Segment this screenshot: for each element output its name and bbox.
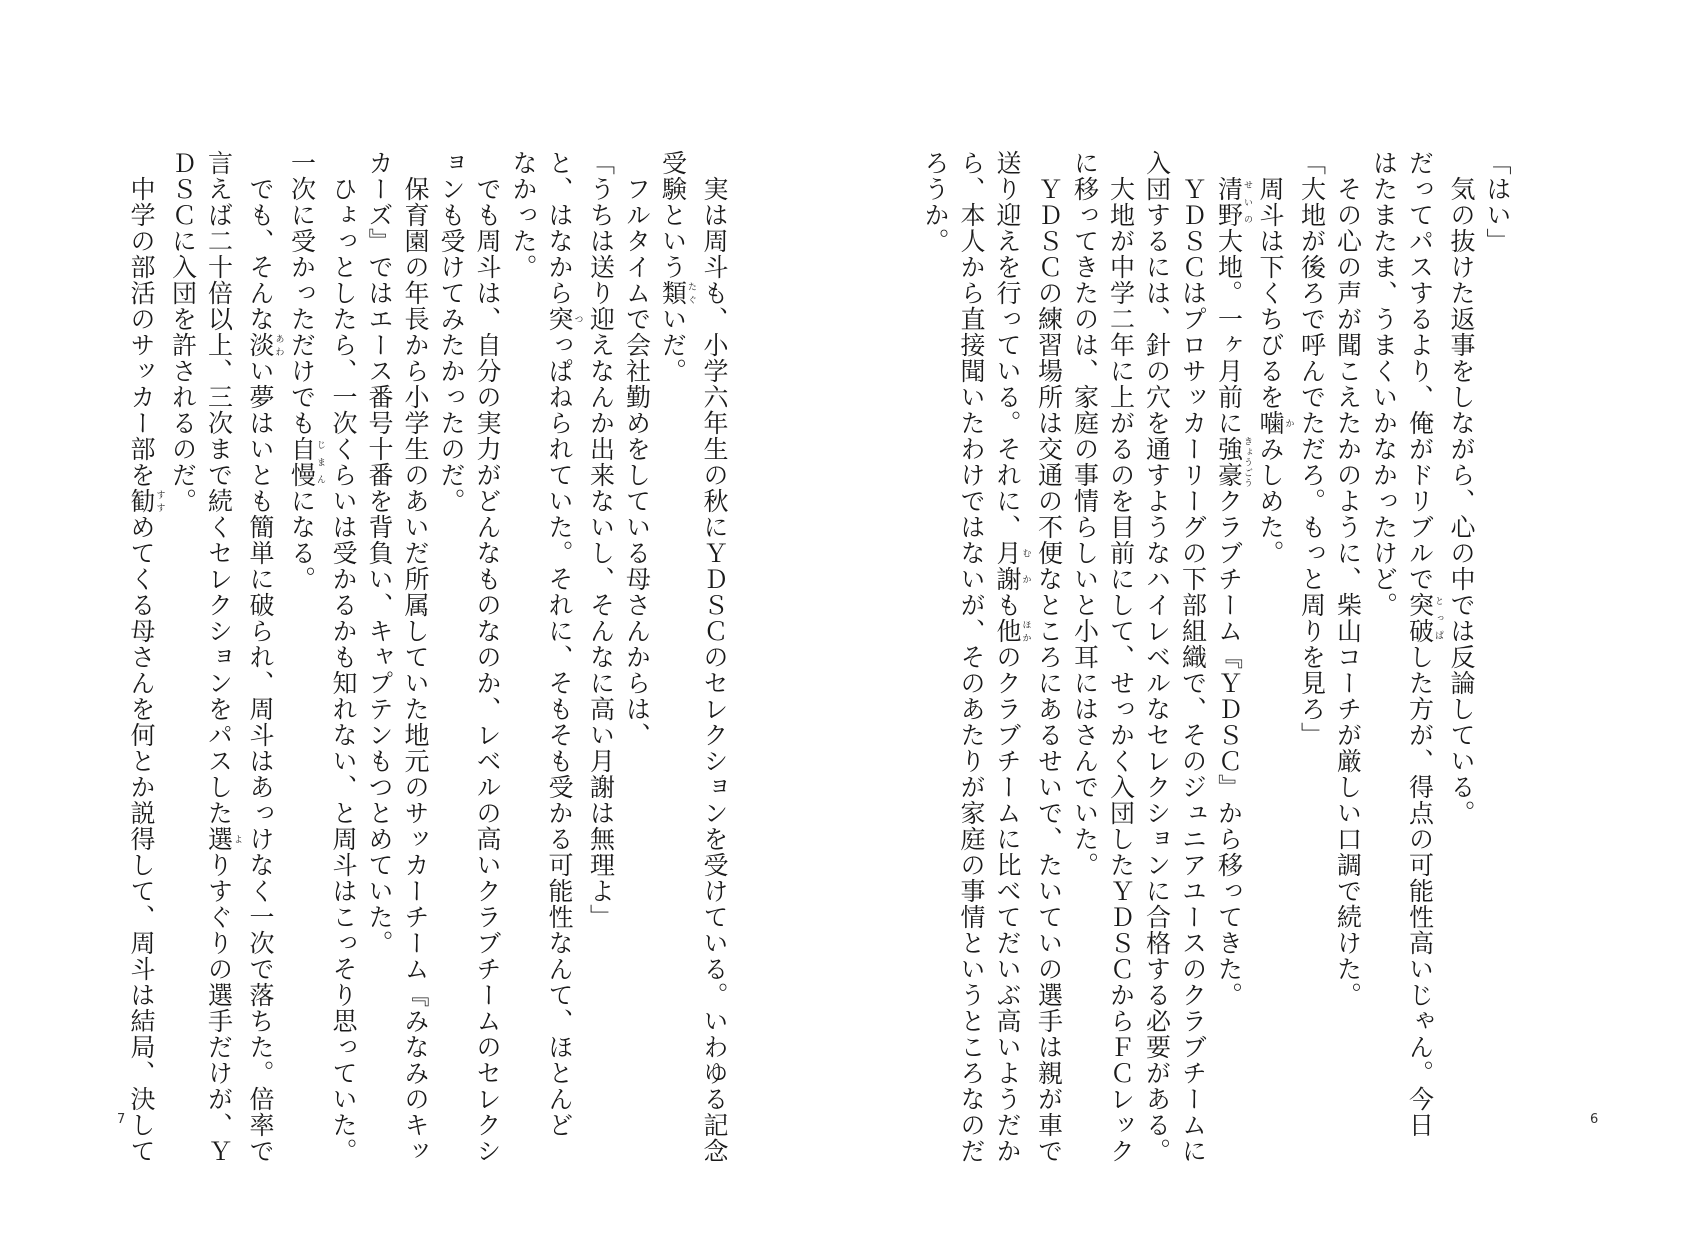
ruby-annotation: 月謝むか (993, 540, 1031, 592)
text-line: と、はなから突つっぱねられていた。それに、そもそも受かる可能性なんて、ほとんど (545, 150, 583, 1138)
ruby-annotation: 強豪きょうごう (1214, 436, 1252, 488)
text-line: 中学の部活のサッカー部を勧すすめてくる母さんを何とか説得して、周斗は結局、決して (127, 150, 165, 1164)
text-line: フルタイムで会社勤めをしている母さんからは、 (622, 150, 652, 748)
text-line: ＹＤＳＣの練習場所は交通の不便なところにあるせいで、たいていの選手は親が車で (1034, 150, 1064, 1164)
text-line: 「大地が後ろで呼んでただろ。もっと周りを見ろ」 (1297, 150, 1327, 748)
text-line: 受験という類たぐいだ。 (658, 150, 696, 384)
body-text (917, 150, 1515, 1164)
text-line: 気の抜けた返事をしながら、心の中では反論している。 (1447, 150, 1476, 826)
ruby-annotation: 突つ (545, 306, 583, 332)
ruby-annotation: 類たぐ (658, 280, 696, 306)
text-line: 「はい」 (1483, 150, 1512, 254)
ruby-annotation: 噛か (1256, 410, 1294, 436)
text-line: はたまたま、うまくいかなかったけど。 (1369, 150, 1399, 618)
ruby-annotation: 他ほか (993, 618, 1031, 644)
text-line: でも、そんな淡あわい夢はいとも簡単に破られ、周斗はあっけなく一次で落ちた。倍率で (246, 150, 284, 1164)
text-line: カーズ』ではエース番号十番を背負い、キャプテンもつとめていた。 (365, 150, 394, 956)
text-line: ＹＤＳＣはプロサッカーリーグの下部組織で、そのジュニアユースのクラブチームに (1178, 150, 1208, 1164)
text-line: ひょっとしたら、一次くらいは受かるかも知れない、と周斗はこっそり思っていた。 (329, 150, 358, 1164)
text-line: ＤＳＣに入団を許されるのだ。 (168, 150, 198, 514)
page-number: 7 (117, 1112, 126, 1127)
text-line: なかった。 (509, 150, 538, 280)
text-line: ら、本人から直接聞いたわけではないが、そのあたりが家庭の事情というところなのだ (957, 150, 986, 1164)
text-line: 周斗は下くちびるを噛かみしめた。 (1256, 150, 1294, 566)
page-number: 6 (1590, 1112, 1599, 1127)
text-line: 保育園の年長から小学生のあいだ所属していた地元のサッカーチーム『みなみのキッ (401, 150, 430, 1164)
ruby-annotation: 淡あわ (246, 332, 284, 358)
ruby-annotation: 勧すす (127, 488, 165, 514)
ruby-annotation: 突破とっぱ (1405, 592, 1443, 644)
text-line: に移ってきたのは、家庭の事情らしいと小耳にはさんでいた。 (1070, 150, 1100, 878)
text-line: 送り迎えを行っている。それに、月謝むかも他ほかのクラブチームに比べてだいぶ高いようだか (993, 150, 1031, 1164)
text-line: 入団するには、針の穴を通すようなハイレベルなセレクションに合格する必要がある。 (1142, 150, 1172, 1164)
text-line: 言えば二十倍以上、三次まで続くセレクションをパスした選よりすぐりの選手だけが、Ｙ (204, 150, 242, 1164)
ruby-annotation: 自慢じまん (287, 436, 325, 488)
body-text (123, 150, 732, 1164)
text-line: 「うちは送り迎えなんか出来ないし、そんなに高い月謝は無理よ」 (586, 150, 616, 930)
text-line: 一次に受かっただけでも自慢じまんになる。 (287, 150, 325, 592)
text-line: その心の声が聞こえたかのように、柴山コーチが厳しい口調で続けた。 (1333, 150, 1363, 1008)
text-line: 実は周斗も、小学六年生の秋にＹＤＳＣのセレクションを受けている。いわゆる記念 (700, 150, 729, 1164)
ruby-annotation: 選よ (204, 826, 242, 852)
ruby-annotation: 清野せいの (1214, 176, 1252, 228)
text-line: ろうか。 (921, 150, 950, 254)
text-line: 大地が中学二年に上がるのを目前にして、せっかく入団したＹＤＳＣからＦＣレック (1106, 150, 1136, 1164)
text-line: ョンも受けてみたかったのだ。 (437, 150, 466, 514)
text-line: 清野せいの大地。一ヶ月前に強豪きょうごうクラブチーム『ＹＤＳＣ』から移ってきた。 (1214, 176, 1252, 1008)
text-line: でも周斗は、自分の実力がどんなものなのか、レベルの高いクラブチームのセレクシ (473, 150, 502, 1164)
text-line: だってパスするより、俺がドリブルで突破とっぱした方が、得点の可能性高いじゃん。今日 (1405, 150, 1443, 1138)
page-right (850, 0, 1700, 1236)
